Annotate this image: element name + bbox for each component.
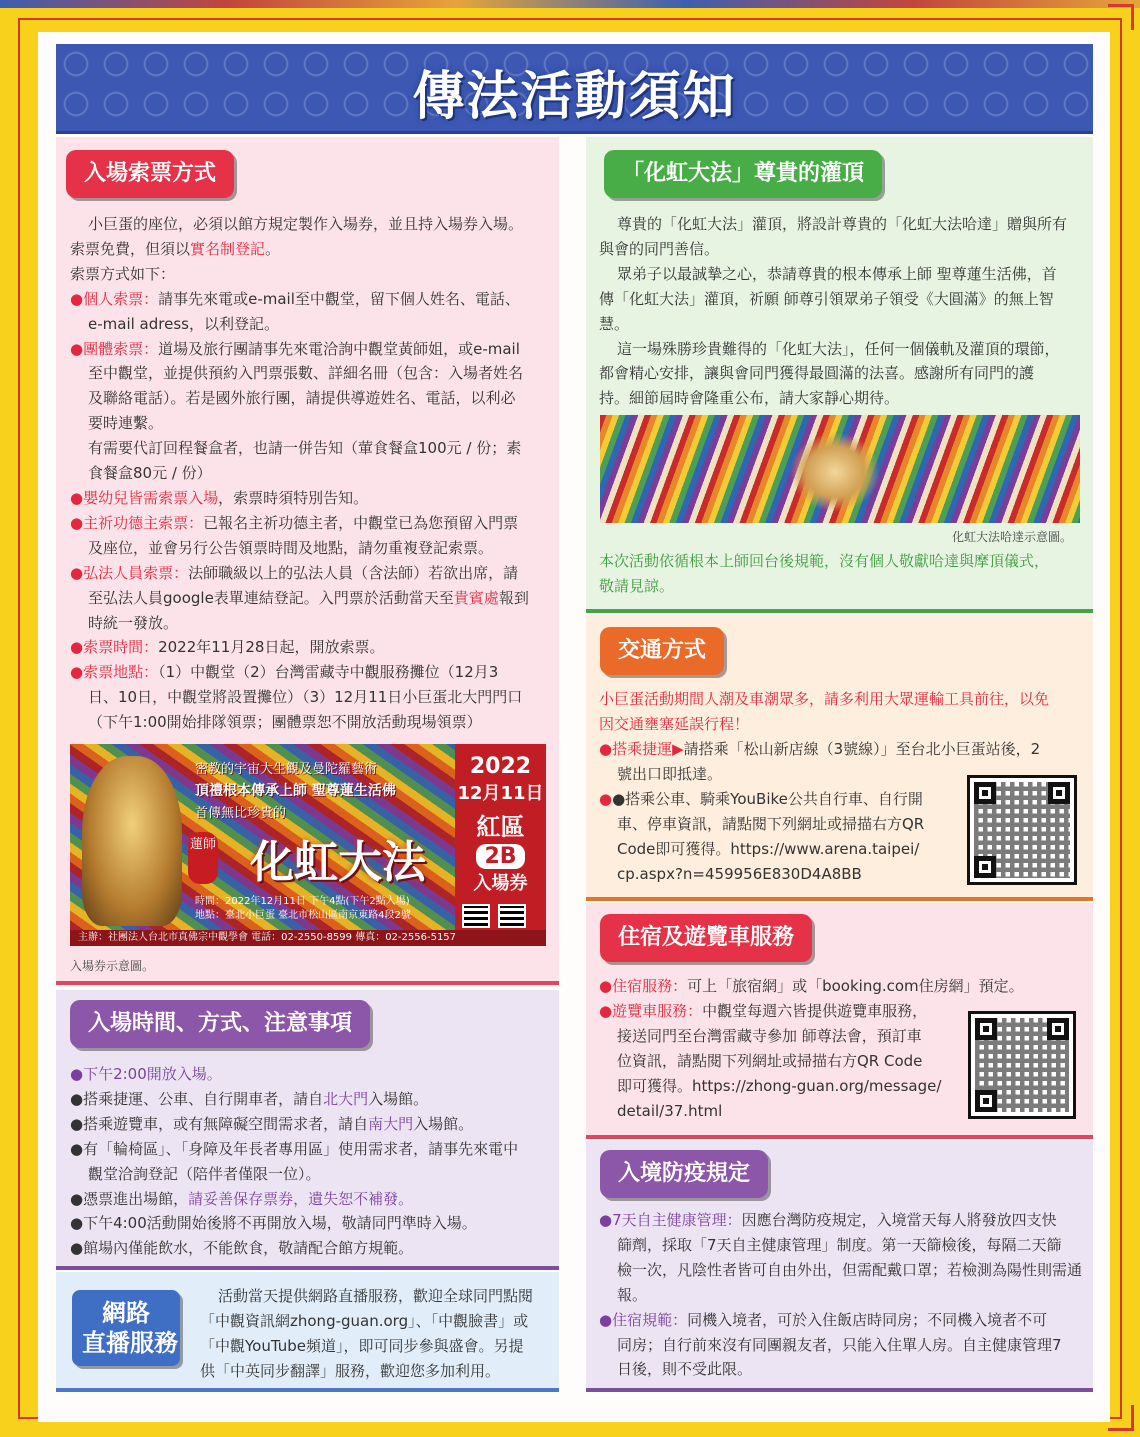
bus-line: Code即可獲得。https://www.arena.taipei/ [617, 839, 920, 858]
empowerment-section-body [599, 212, 1084, 411]
intro-line: 小巨蛋的座位，必須以館方規定製作入場券，並且持入場券入場。 [88, 215, 524, 233]
traffic-section-title: 交通方式 [600, 627, 724, 675]
lodging-line: 即可獲得。https://zhong-guan.org/message/ [617, 1076, 942, 1095]
stream-section-title [72, 1290, 180, 1366]
bus-service-info [599, 1024, 955, 1124]
entry-line: ●館場內僅能飲水，不能飲食，敬請配合館方規範。 [70, 1239, 414, 1258]
empower-line: 傳「化虹大法」灌頂，祈願 師尊引領眾弟子領受《大圓滿》的無上智 [599, 289, 1054, 308]
ticket-line: 密教的宇宙大生觀及曼陀羅藝術 [195, 762, 378, 777]
note-line: 敬請見諒。 [599, 576, 675, 595]
bus-line: ●●搭乘公車、騎乘YouBike公共自行車、自行開 [599, 790, 923, 808]
item-group: ●團體索票：道場及旅行團請事先來電洽詢中觀堂黃師姐，或e-mail [70, 339, 520, 358]
intro-line-2: 索票免費，但須以實名制登記。 [70, 239, 281, 258]
empower-line: 尊貴的「化虹大法」灌頂，將設計尊貴的「化虹大法哈達」贈與所有 [617, 215, 1068, 233]
title-banner [56, 44, 1093, 134]
ticket-footer: 主辦：社團法人台北市真佛宗中觀學會 電話：02-2550-8599 傳真：02-2556-5157 [70, 930, 546, 946]
empower-line: 慧。 [599, 314, 630, 333]
guru-statue-figure [82, 756, 182, 926]
traffic-warning: 小巨蛋活動期間人潮及車潮眾多，請多利用大眾運輸工具前往，以免 [599, 690, 1050, 708]
ticket-year: 2022 [469, 754, 532, 779]
ticket-time: 時間：2022年12月11日 下午4點(下午2點入場) [195, 896, 410, 907]
entry-line: ●下午2:00開放入場。 [70, 1065, 222, 1083]
ticket-label: 入場券 [473, 873, 528, 894]
quarantine-line: ●7天自主健康管理：因應台灣防疫規定，入境當天每人將發放四支快 [599, 1211, 1057, 1229]
bus-info [599, 787, 955, 887]
lodging-line: ●遊覽車服務：中觀堂每週六皆提供遊覽車服務， [599, 1001, 928, 1020]
ticket-dharma-name: 化虹大法 [250, 837, 426, 888]
lodging-section-title: 住宿及遊覽車服務 [600, 914, 812, 962]
quarantine-section-title: 入境防疫規定 [600, 1150, 768, 1198]
stream-line: 供「中英同步翻譯」服務，歡迎您多加利用。 [200, 1361, 501, 1380]
entry-line: 觀堂洽詢登記（陪伴者僅限一位）。 [88, 1164, 321, 1183]
ticket-address: 地點：臺北小巨蛋 臺北市松山區南京東路4段2號 [195, 910, 411, 921]
item-line: 至弘法人員google表單連結登記。入門票於活動當天至貴賓處報到 [88, 588, 529, 607]
ticket-line: 頂禮根本傳承上師 聖尊蓮生活佛 [195, 783, 396, 799]
mrt-line: ●搭乘捷運▶請搭乘「松山新店線（3號線）」至台北小巨蛋站後，2 [599, 739, 1041, 758]
hada-buddha-figure [790, 432, 880, 512]
ticket-badge: 蓮師 [188, 832, 218, 884]
quarantine-line: 報。 [617, 1285, 648, 1304]
item-personal: ●個人索票：請事先來電或e-mail至中觀堂，留下個人姓名、電話、 [70, 289, 520, 308]
item-ticket-place: ●索票地點：（1）中觀堂（2）台灣雷藏寺中觀服務攤位（12月3 [70, 663, 499, 682]
stream-title-line: 網路 [102, 1299, 150, 1327]
entry-line: ●搭乘捷運、公車、自行開車者，請自北大門入場館。 [70, 1089, 429, 1108]
ticket-zone: 紅區 [476, 813, 525, 841]
traffic-section-body [599, 687, 1084, 787]
item-ticket-time: ●索票時間：2022年11月28日起，開放索票。 [70, 638, 385, 657]
ticket-section-title: 入場索票方式 [66, 150, 234, 198]
empowerment-note [599, 549, 1084, 599]
empower-line: 這一場殊勝珍貴難得的「化虹大法」，任何一個儀軌及灌頂的環節， [617, 339, 1060, 358]
empower-line: 都會精心安排，讓與會同門獲得最圓滿的法喜。感謝所有同門的護 [599, 364, 1035, 383]
empower-line: 與會的同門善信。 [599, 239, 720, 258]
note-line: 本次活動依循根本上師回台後規範，沒有個人敬獻哈達與摩頂儀式， [599, 552, 1050, 570]
qr-code-icon [498, 904, 526, 928]
empower-line: 持。細節屆時會隆重公布，請大家靜心期待。 [599, 389, 900, 408]
hada-caption: 化虹大法哈達示意圖。 [952, 530, 1073, 544]
ticket-section-body [70, 212, 552, 735]
item-line: 有需要代訂回程餐盒者，也請一併告知（葷食餐盒100元 / 份；素 [88, 439, 522, 458]
entry-section-title: 入場時間、方式、注意事項 [70, 1000, 370, 1048]
mrt-line: 號出口即抵達。 [617, 764, 723, 783]
quarantine-line: ●住宿規範：同機入境者，可於入住飯店時同房；不同機入境者不可 [599, 1310, 1048, 1329]
item-line: 時統一發放。 [88, 613, 179, 632]
item-line: e-mail adress，以利登記。 [88, 314, 279, 333]
stream-section-body [200, 1284, 552, 1384]
entry-line: ●憑票進出場館，請妥善保存票券，遺失恕不補發。 [70, 1189, 414, 1208]
empower-line: 眾弟子以最誠摯之心，恭請尊貴的根本傳承上師 聖尊蓮生活佛，首 [617, 264, 1057, 283]
stream-line: 「中觀資訊網zhong-guan.org」、「中觀臉書」或 [200, 1311, 529, 1330]
entry-section-body [70, 1062, 552, 1261]
ticket-line: 首傳無比珍貴的 [195, 806, 287, 821]
empowerment-section-title: 「化虹大法」尊貴的灌頂 [604, 150, 882, 198]
item-line: 食餐盒80元 / 份） [88, 464, 212, 483]
lodging-line: ●住宿服務：可上「旅宿網」或「booking.com住房網」預定。 [599, 977, 1024, 995]
page-title: 傳法活動須知 [412, 67, 737, 127]
item-line: 及聯絡電話）。若是國外旅行團，請提供導遊姓名、電話，以利必 [88, 389, 516, 408]
corner-ornament [1108, 4, 1134, 30]
traffic-warning: 因交通壅塞延誤行程！ [599, 714, 750, 733]
lodging-line: 接送同門至台灣雷藏寺參加 師尊法會，預訂車 [617, 1027, 922, 1045]
bus-line: 車、停車資訊，請點閱下列網址或掃描右方QR [617, 814, 925, 833]
lodging-line: 位資訊，請點閱下列網址或掃描右方QR Code [617, 1051, 923, 1070]
ticket-sample-image [70, 744, 546, 946]
entry-line: ●下午4:00活動開始後將不再開放入場，敬請同門準時入場。 [70, 1214, 477, 1233]
traffic-qr-code[interactable] [967, 775, 1077, 885]
corner-ornament [1108, 1405, 1134, 1431]
item-line: 日、10日，中觀堂將設置攤位）（3）12月11日小巨蛋北大門門口 [88, 688, 523, 707]
item-dharma-staff: ●弘法人員索票：法師職級以上的弘法人員（含法師）若欲出席，請 [70, 563, 519, 582]
bus-service-qr-code[interactable] [968, 1011, 1076, 1119]
entry-line: ●有「輪椅區」、「身障及年長者專用區」使用需求者，請事先來電中 [70, 1139, 519, 1158]
item-sponsor: ●主祈功德主索票：已報名主祈功德主者，中觀堂已為您預留入門票 [70, 513, 519, 532]
quarantine-section-body [599, 1208, 1084, 1382]
quarantine-line: 同房；自行前來沒有同團親友者，只能入住單人房。自主健康管理7 [617, 1335, 1062, 1354]
item-line: 至中觀堂，並提供預約入門票張數、詳細名冊（包含：入場者姓名 [88, 364, 524, 383]
top-decor-strip [0, 0, 1140, 8]
quarantine-line: 日後，則不受此限。 [617, 1360, 753, 1379]
item-line: 及座位，並會另行公告領票時間及地點，請勿重複登記索票。 [88, 538, 494, 557]
stream-line: 活動當天提供網路直播服務，歡迎全球同門點閱 [218, 1287, 534, 1305]
item-infant: ●嬰幼兒皆需索票入場，索票時須特別告知。 [70, 488, 369, 507]
ticket-seat: 2B [476, 844, 524, 869]
quarantine-line: 篩劑，採取「7天自主健康管理」制度。第一天篩檢後，每隔二天篩 [617, 1235, 1062, 1254]
stream-title-line: 直播服務 [82, 1329, 178, 1357]
qr-code-icon [462, 904, 490, 928]
item-line: （下午1:00開始排隊領票；團體票恕不開放活動現場領票） [88, 713, 482, 732]
lodging-line: detail/37.html [617, 1101, 723, 1120]
bus-line: cp.aspx?n=459956E830D4A8BB [617, 864, 862, 883]
ticket-stub [455, 744, 546, 930]
real-name-highlight: 實名制登記 [190, 239, 266, 258]
intro-line-3: 索票方式如下： [70, 264, 176, 283]
ticket-caption: 入場券示意圖。 [70, 959, 155, 973]
ticket-date: 12月11日 [457, 783, 544, 804]
quarantine-line: 檢一次，凡陰性者皆可自由外出，但需配戴口罩；若檢測為陽性則需通 [617, 1260, 1083, 1279]
stream-line: 「中觀YouTube頻道」，即可同步參與盛會。另提 [200, 1336, 524, 1355]
item-line: 要時連繫。 [88, 414, 164, 433]
entry-line: ●搭乘遊覽車，或有無障礙空間需求者，請自南大門入場館。 [70, 1114, 474, 1133]
